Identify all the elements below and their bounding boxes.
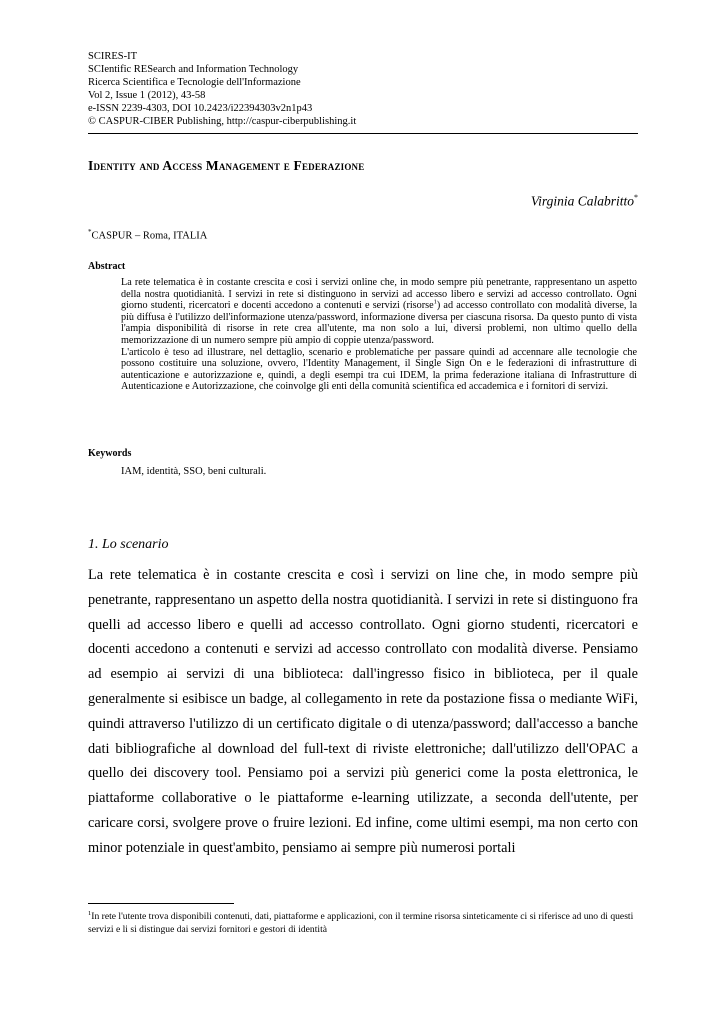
journal-issn-doi: e-ISSN 2239-4303, DOI 10.2423/i22394303v2n1p43 [88, 103, 313, 114]
affiliation-mark: * [88, 228, 92, 236]
abstract-paragraph-2: L'articolo è teso ad illustrare, nel dettaglio, scenario e problematiche per passare quindi ad accennare alle tecnologie che possono costituire una soluzione, ovvero, l'Identity Management, il Single Sign On e le federazioni di infrastrutture di autenticazione e autorizzazione e, quindi, a degli esempi tra cui IDEM, la prima federazione italiana di Infrastrutture di Autenticazione e Autorizzazione, che coinvolge gli enti della comunità scientifica ed accademica e i fornitori di servizi. [121, 346, 637, 393]
journal-name: SCIRES-IT [88, 51, 138, 62]
body-paragraph: La rete telematica è in costante crescita e così i servizi on line che, in modo sempre più penetrante, rappresentano un aspetto della nostra quotidianità. I servizi in rete si distinguono fra quelli ad accesso libero e quelli ad accesso controllato. Ogni giorno studenti, ricercatori e docenti accedono a contenuti e servizi ad accesso controllato con modalità diverse. Pensiamo ad esempio ai servizi di una biblioteca: dall'ingresso fisico in biblioteca, per il quale generalmente si esibisce un badge, al collegamento in rete da postazione fissa o mediante WiFi, quindi attraverso l'utilizzo di un certificato digitale o di utenza/password; dall'accesso a banche dati bibliografiche al download del full-text di riviste elettroniche; dall'utilizzo dell'OPAC a quello dei discovery tool. Pensiamo poi a servizi più generici come la posta elettronica, le piattaforme collaborative o le piattaforme e-learning utilizzate, a seconda dell'utente, per caricare corsi, svolgere prove o fruire lezioni. Ed infine, come ultimi esempi, ma non certo con minor potenziale in quest'ambito, pensiamo ai sempre più numerosi portali [88, 567, 638, 856]
journal-header [88, 50, 640, 128]
journal-copyright: © CASPUR-CIBER Publishing, http://caspur-ciberpublishing.it [88, 116, 357, 127]
footnote-number: 1 [88, 910, 92, 917]
author-footnote-mark: * [634, 193, 638, 202]
author-line [531, 193, 638, 210]
affiliation-text: CASPUR – Roma, ITALIA [91, 230, 208, 242]
affiliation-line [88, 228, 207, 242]
journal-volume: Vol 2, Issue 1 (2012), 43-58 [88, 90, 206, 101]
abstract-paragraph-1 [121, 277, 637, 347]
journal-full-name: SCIentific RESearch and Information Technology [88, 64, 299, 75]
keywords-heading: Keywords [88, 448, 132, 459]
keywords-text: IAM, identità, SSO, beni culturali. [121, 466, 267, 477]
section-body [88, 563, 638, 861]
author-name: Virginia Calabritto [530, 193, 634, 209]
footnote [88, 908, 640, 936]
footnote-text: In rete l'utente trova disponibili contenuti, dati, piattaforme e applicazioni, con il termine risorsa sinteticamente ci si riferisce ad uno di questi servizi e li si distingue dai servizi fornitori e gestori di identità [88, 911, 634, 935]
footnote-ref: 1 [433, 298, 437, 306]
abstract-text-b: ) ad accesso controllato con modalità diverse, la più diffusa è l'utilizzo dell'informazione utenza/password, informazione diversa per ciascuna risorsa. Da questo punto di vista l'ampia disponibilità di risorse in rete crea all'utente, ma non solo a lui, diversi problemi, non ultimo quello della memorizzazione di un numero sempre più ampio di coppie utenza/password. [121, 300, 637, 346]
journal-italian-name: Ricerca Scientifica e Tecnologie dell'Informazione [88, 77, 301, 88]
abstract-heading: Abstract [88, 261, 126, 272]
article-title: Identity and Access Management e Federazione [88, 158, 365, 173]
header-divider [88, 133, 638, 134]
abstract-body [121, 277, 637, 393]
footnote-divider [88, 903, 234, 904]
section-heading: 1. Lo scenario [88, 537, 169, 552]
abstract-text-a: La rete telematica è in costante crescita e così i servizi online che, in modo sempre più penetrante, rappresentano un aspetto della nostra quotidianità. I servizi in rete si distinguono in servizi ad accesso libero e servizi ad accesso controllato. Ogni giorno studenti, ricercatori e docenti accedono a contenuti e servizi (risorse [121, 277, 637, 312]
